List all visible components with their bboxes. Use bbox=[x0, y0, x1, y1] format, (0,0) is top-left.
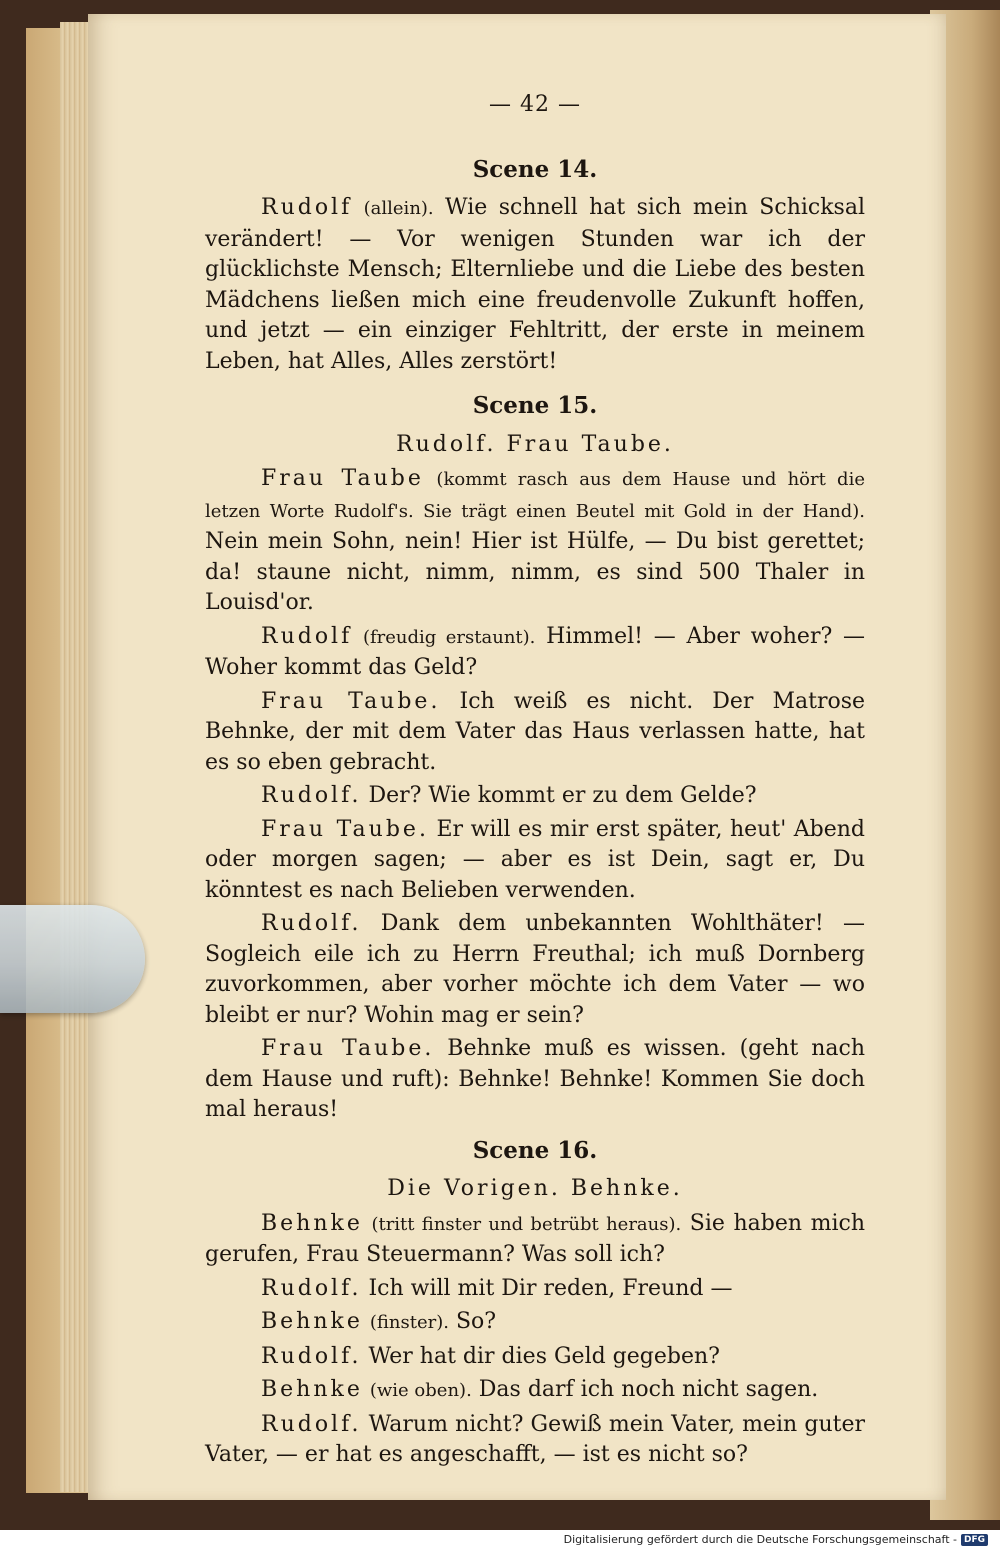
dialogue-text: So? bbox=[455, 1309, 497, 1334]
dialogue-text: Ich will mit Dir reden, Freund — bbox=[368, 1275, 733, 1301]
cast-list: Die Vorigen. Behnke. bbox=[387, 1176, 683, 1201]
dialogue-paragraph bbox=[205, 815, 865, 907]
stage-direction: (allein). bbox=[363, 198, 434, 219]
speaker-name: Frau Taube. bbox=[261, 1036, 435, 1061]
dialogue-paragraph bbox=[205, 781, 865, 812]
speaker-name: Frau Taube bbox=[261, 466, 424, 491]
scene-heading: Scene 14. bbox=[472, 155, 598, 183]
dialogue-text: Der? Wie kommt er zu dem Gelde? bbox=[368, 783, 757, 808]
digitization-credit bbox=[564, 1533, 988, 1546]
credit-text: Digitalisierung gefördert durch die Deutsche Forschungsgemeinschaft - bbox=[563, 1533, 957, 1546]
dialogue-text: Wie schnell hat sich mein Schicksal verändert! — Vor wenigen Stunden war ich der glücklichste Mensch; Elternliebe und die Liebe des besten Mädchens ließen mich eine freudenvolle Zukunft hoffen, und jetzt — ein einziger Fehltritt, der erste in meinem Leben, hat Alles, Alles zerstört! bbox=[205, 195, 865, 374]
speaker-name: Behnke bbox=[261, 1309, 363, 1334]
dialogue-text: Sie haben mich gerufen, Frau Steuermann? Was soll ich? bbox=[205, 1210, 865, 1267]
dialogue-paragraph bbox=[205, 622, 865, 684]
speaker-name: Rudolf bbox=[261, 623, 353, 649]
dialogue-paragraph bbox=[205, 464, 865, 619]
scene-16 bbox=[205, 1136, 865, 1471]
speaker-name: Frau Taube. bbox=[261, 816, 429, 842]
dialogue-text: Ich weiß es nicht. Der Matrose Behnke, der mit dem Vater das Haus verlassen hatte, hat es so eben gebracht. bbox=[205, 688, 866, 775]
dialogue-text: Er will es mir erst später, heut' Abend oder morgen sagen; — aber es ist Dein, sagt er, Du könntest es nach Belieben verwenden. bbox=[205, 816, 866, 903]
thumb-holding-page bbox=[0, 905, 145, 1013]
speaker-name: Rudolf. bbox=[261, 1275, 362, 1301]
speaker-name: Rudolf bbox=[261, 195, 353, 220]
dialogue-text: Nein mein Sohn, nein! Hier ist Hülfe, — Du bist gerettet; da! staune nicht, nimm, nimm, es sind 500 Thaler in Louisd'or. bbox=[205, 529, 865, 615]
dialogue-paragraph bbox=[205, 1274, 865, 1305]
stage-direction: (tritt finster und betrübt heraus). bbox=[371, 1213, 682, 1235]
dialogue-paragraph bbox=[205, 687, 865, 779]
dialogue-paragraph bbox=[205, 909, 865, 1031]
stage-direction: (finster). bbox=[369, 1312, 449, 1333]
scene-14 bbox=[205, 155, 865, 378]
scene-heading: Scene 15. bbox=[472, 392, 598, 419]
speaker-name: Rudolf. bbox=[261, 1411, 362, 1437]
dfg-logo-icon: DFG bbox=[961, 1534, 988, 1546]
speaker-name: Rudolf. bbox=[261, 1343, 362, 1369]
dialogue-text: Behnke muß es wissen. (geht nach dem Hause und ruft): Behnke! Behnke! Kommen Sie doch mal heraus! bbox=[205, 1036, 865, 1122]
dialogue-paragraph bbox=[205, 1209, 865, 1271]
dialogue-paragraph bbox=[205, 1034, 865, 1126]
stage-direction: (kommt rasch aus dem Hause und hört die letzen Worte Rudolf's. Sie trägt einen Beutel mit Gold in der Hand). bbox=[205, 469, 865, 522]
dialogue-text: Himmel! — Aber woher? — Woher kommt das Geld? bbox=[205, 623, 865, 680]
dialogue-paragraph bbox=[205, 1307, 865, 1339]
dialogue-paragraph bbox=[205, 193, 865, 377]
dialogue-text: Wer hat dir dies Geld gegeben? bbox=[368, 1343, 720, 1369]
dialogue-text: Warum nicht? Gewiß mein Vater, mein guter Vater, — er hat es angeschafft, — ist es nicht so? bbox=[205, 1411, 865, 1467]
page-number: — 42 — bbox=[489, 92, 581, 117]
cast-list: Rudolf. Frau Taube. bbox=[396, 431, 674, 457]
dialogue-paragraph bbox=[205, 1342, 865, 1373]
speaker-name: Rudolf. bbox=[261, 911, 362, 936]
speaker-name: Frau Taube. bbox=[261, 688, 441, 714]
scene-heading: Scene 16. bbox=[472, 1136, 598, 1164]
speaker-name: Rudolf. bbox=[261, 783, 362, 808]
dialogue-paragraph bbox=[205, 1375, 865, 1407]
speaker-name: Behnke bbox=[261, 1377, 363, 1402]
speaker-name: Behnke bbox=[261, 1210, 363, 1236]
page-text bbox=[205, 90, 865, 1474]
stage-direction: (wie oben). bbox=[369, 1380, 472, 1401]
stage-direction: (freudig erstaunt). bbox=[362, 626, 536, 648]
scene-15 bbox=[205, 391, 865, 1126]
dialogue-paragraph bbox=[205, 1410, 865, 1471]
dialogue-text: Das darf ich noch nicht sagen. bbox=[478, 1377, 819, 1402]
dialogue-text: Dank dem unbekannten Wohlthäter! — Sogleich eile ich zu Herrn Freuthal; ich muß Dornberg zuvorkommen, aber vorher möchte ich dem Vater — wo bleibt er nur? Wohin mag er sein? bbox=[205, 911, 865, 1028]
